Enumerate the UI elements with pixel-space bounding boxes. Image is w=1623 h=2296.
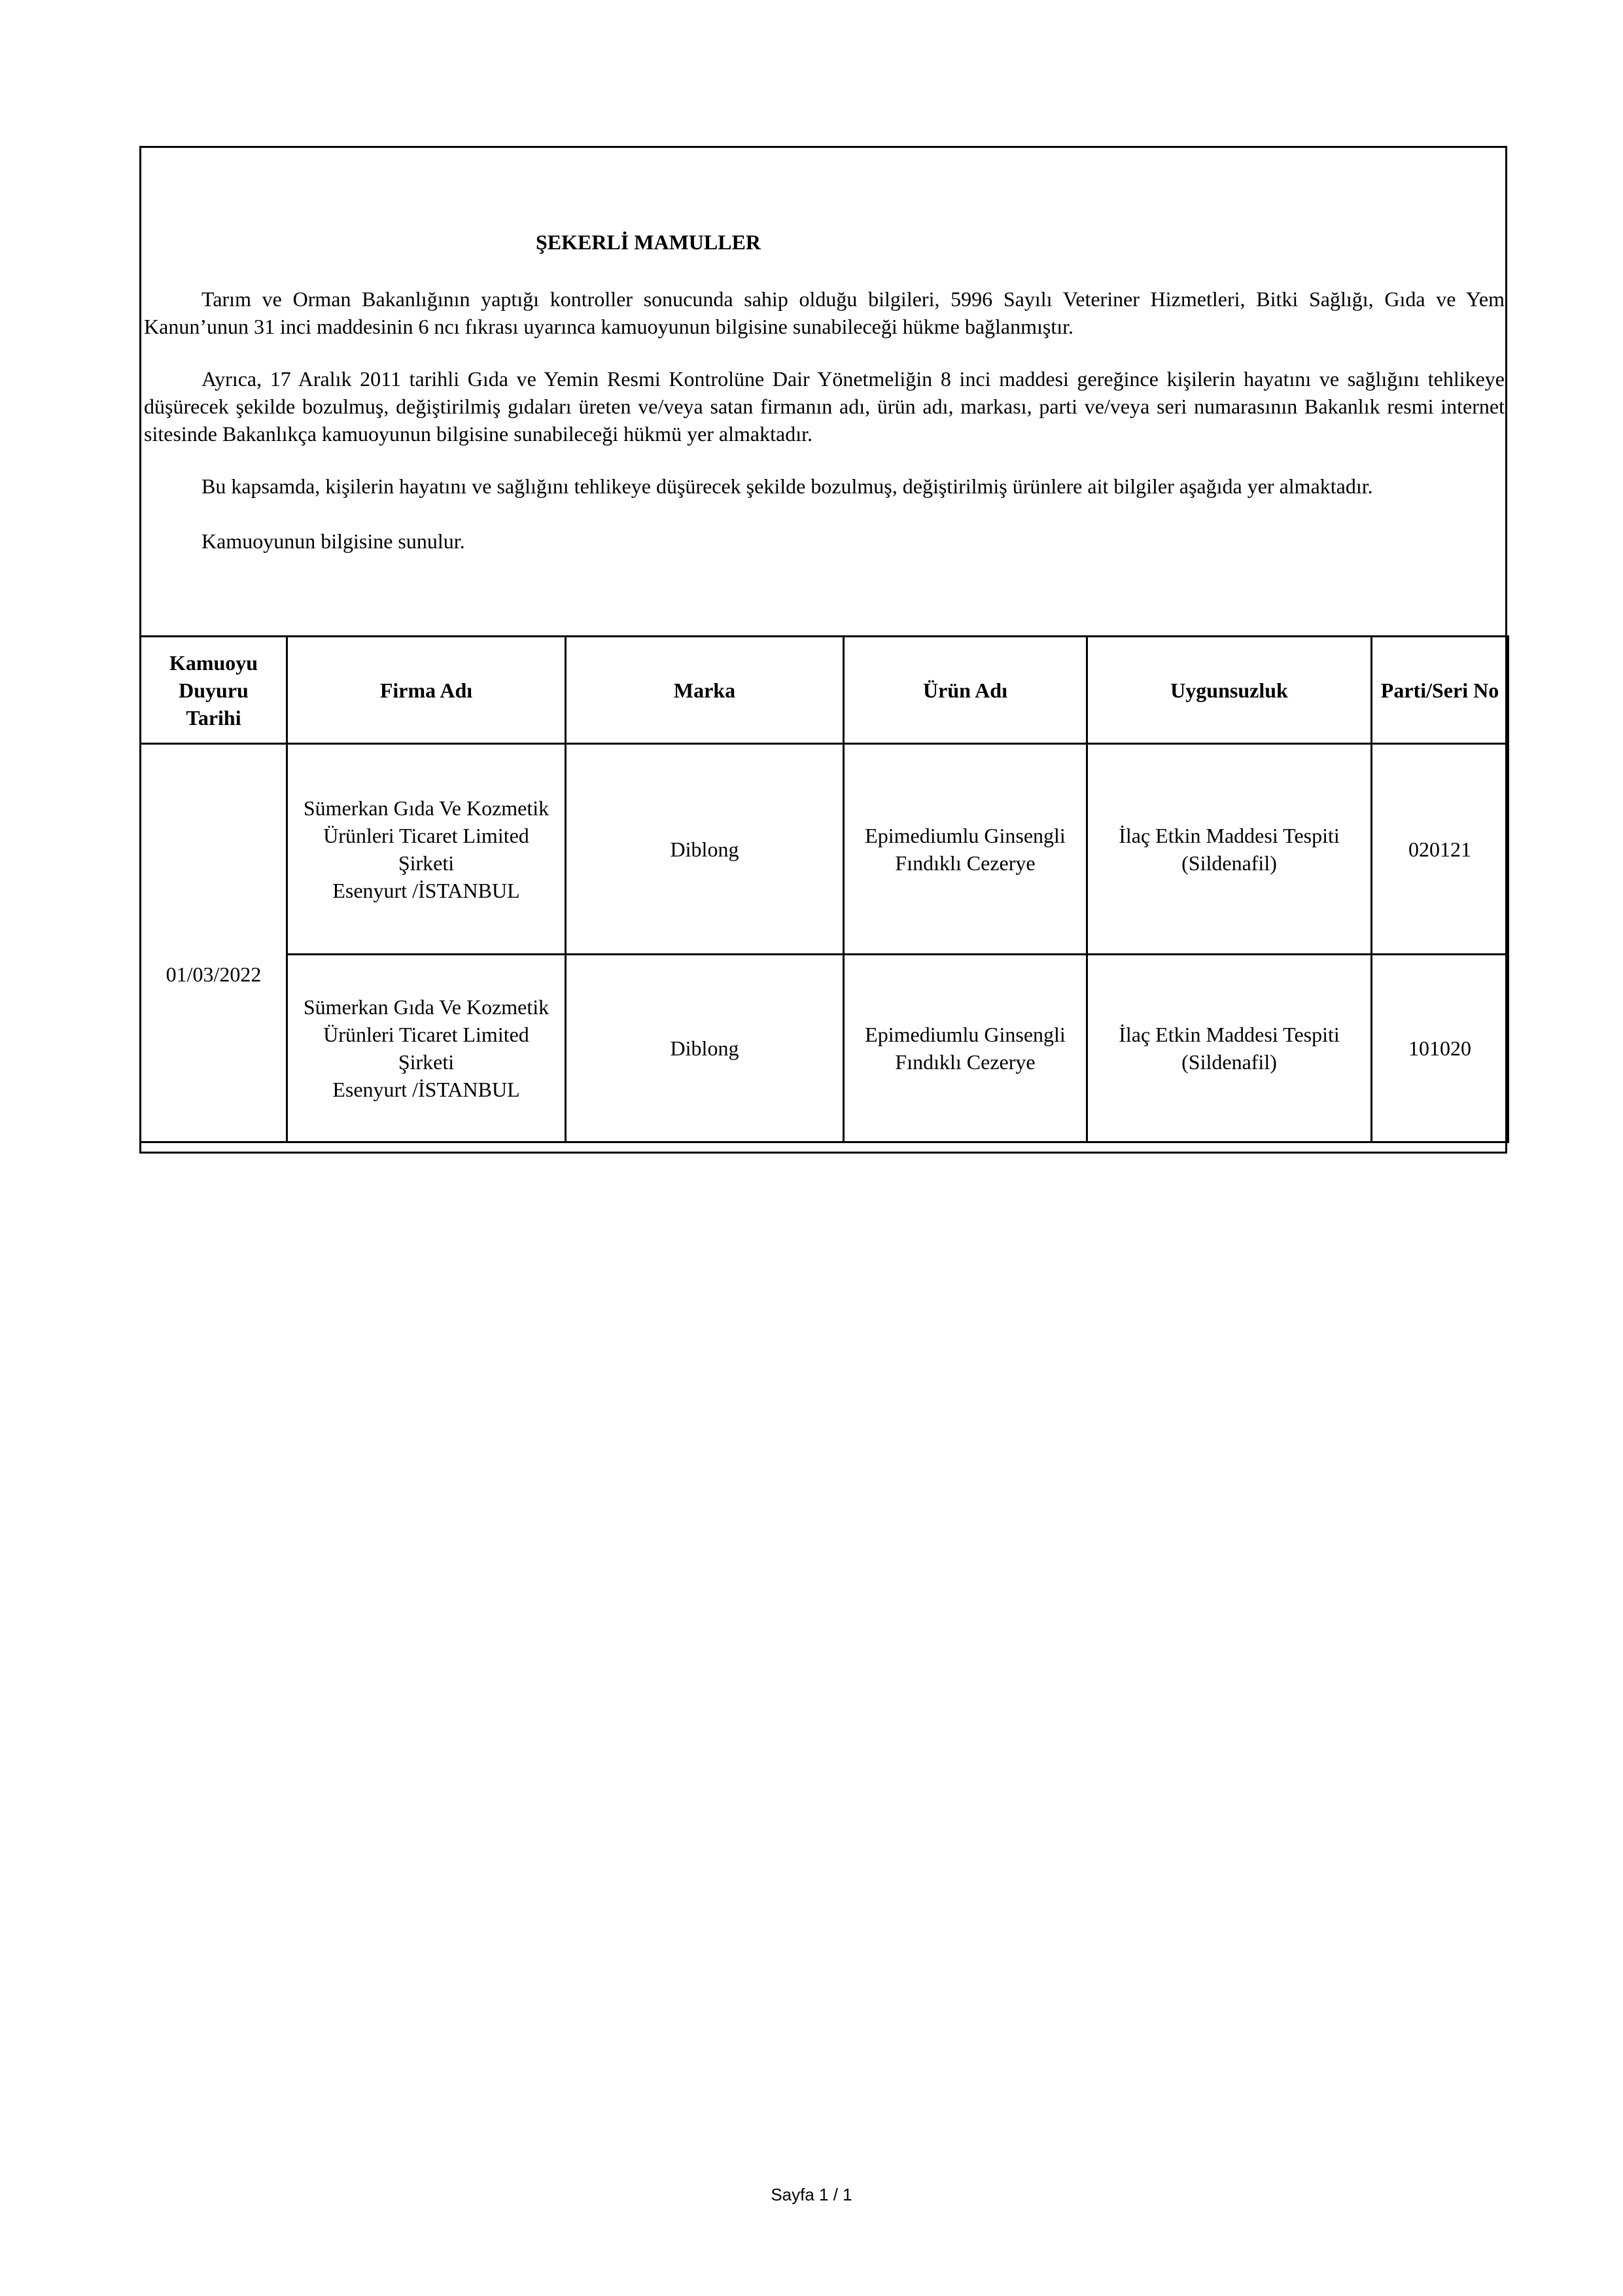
header-product-name: Ürün Adı: [844, 637, 1087, 744]
product-name-line: Fındıklı Cezerye: [895, 851, 1036, 875]
nonconformity-cell: [1087, 955, 1372, 1142]
header-date-line1: Kamuoyu: [169, 650, 258, 675]
nonconformity-line: İlaç Etkin Maddesi Tespiti: [1119, 823, 1340, 847]
document-title: ŞEKERLİ MAMULLER: [535, 230, 761, 254]
nonconformity-cell: [1087, 744, 1372, 955]
header-announcement-date: [141, 637, 287, 744]
announcement-date-cell: 01/03/2022: [141, 744, 287, 1142]
product-name-line: Epimediumlu Ginsengli: [865, 1023, 1066, 1046]
brand-cell: Diblong: [566, 744, 844, 955]
header-firm-name: Firma Adı: [287, 637, 566, 744]
nonconformity-line: (Sildenafil): [1181, 1050, 1277, 1074]
product-name-cell: [844, 955, 1087, 1142]
header-date-line2: Duyuru: [179, 678, 249, 702]
header-nonconformity: Uygunsuzluk: [1087, 637, 1372, 744]
paragraph-legal-basis: Tarım ve Orman Bakanlığının yaptığı kontroller sonucunda sahip olduğu bilgileri, 5996 Sayılı Veteriner Hizmetleri, Bitki Sağlığı, Gıda ve Yem Kanun’unun 31 inci maddesinin 6 ncı fıkrası uyarınca kamuoyunun bilgisine sunabileceği hükme bağlanmıştır.: [144, 287, 1505, 338]
table-header-row: [141, 637, 1509, 744]
firm-name-line: Ürünleri Ticaret Limited: [323, 1023, 529, 1046]
page-number-footer: Sayfa 1 / 1: [771, 2185, 852, 2204]
header-date-line3: Tarihi: [186, 705, 241, 730]
firm-name-line: Sümerkan Gıda Ve Kozmetik: [303, 995, 550, 1019]
paragraph-regulation: Ayrıca, 17 Aralık 2011 tarihli Gıda ve Yemin Resmi Kontrolüne Dair Yönetmeliğin 8 inci maddesi gereğince kişilerin hayatını ve sağlığını tehlikeye düşürecek şekilde bozulmuş, değiştirilmiş gıdaları üreten ve/veya satan firmanın adı, ürün adı, markası, parti ve/veya seri numarasının Bakanlık resmi internet sitesinde Bakanlıkça kamuoyunun bilgisine sunabileceği hükmü yer almaktadır.: [144, 367, 1505, 446]
firm-location: Esenyurt /İSTANBUL: [332, 1078, 520, 1101]
paragraph-announcement: Kamuoyunun bilgisine sunulur.: [201, 529, 465, 553]
product-name-line: Fındıklı Cezerye: [895, 1050, 1036, 1074]
table-row: [141, 744, 1509, 955]
product-name-line: Epimediumlu Ginsengli: [865, 823, 1066, 847]
header-brand: Marka: [566, 637, 844, 744]
nonconformity-line: (Sildenafil): [1181, 851, 1277, 875]
firm-name-line: Şirketi: [398, 1050, 455, 1074]
batch-number-cell: 020121: [1372, 744, 1509, 955]
nonconformity-line: İlaç Etkin Maddesi Tespiti: [1119, 1023, 1340, 1046]
records-table: [139, 635, 1509, 1143]
batch-number-cell: 101020: [1372, 955, 1509, 1142]
intro-section: [141, 148, 1505, 637]
table-row: [141, 955, 1509, 1142]
firm-name-cell: [287, 955, 566, 1142]
product-name-cell: [844, 744, 1087, 955]
document-frame: [139, 146, 1507, 1154]
firm-name-line: Ürünleri Ticaret Limited: [323, 823, 529, 847]
firm-location: Esenyurt /İSTANBUL: [332, 878, 520, 902]
brand-cell: Diblong: [566, 955, 844, 1142]
firm-name-cell: [287, 744, 566, 955]
firm-name-line: Sümerkan Gıda Ve Kozmetik: [303, 796, 550, 820]
paragraph-scope: Bu kapsamda, kişilerin hayatını ve sağlığını tehlikeye düşürecek şekilde bozulmuş, değiştirilmiş ürünlere ait bilgiler aşağıda yer almaktadır.: [201, 474, 1373, 498]
firm-name-line: Şirketi: [398, 851, 455, 875]
header-batch-number: Parti/Seri No: [1372, 637, 1509, 744]
